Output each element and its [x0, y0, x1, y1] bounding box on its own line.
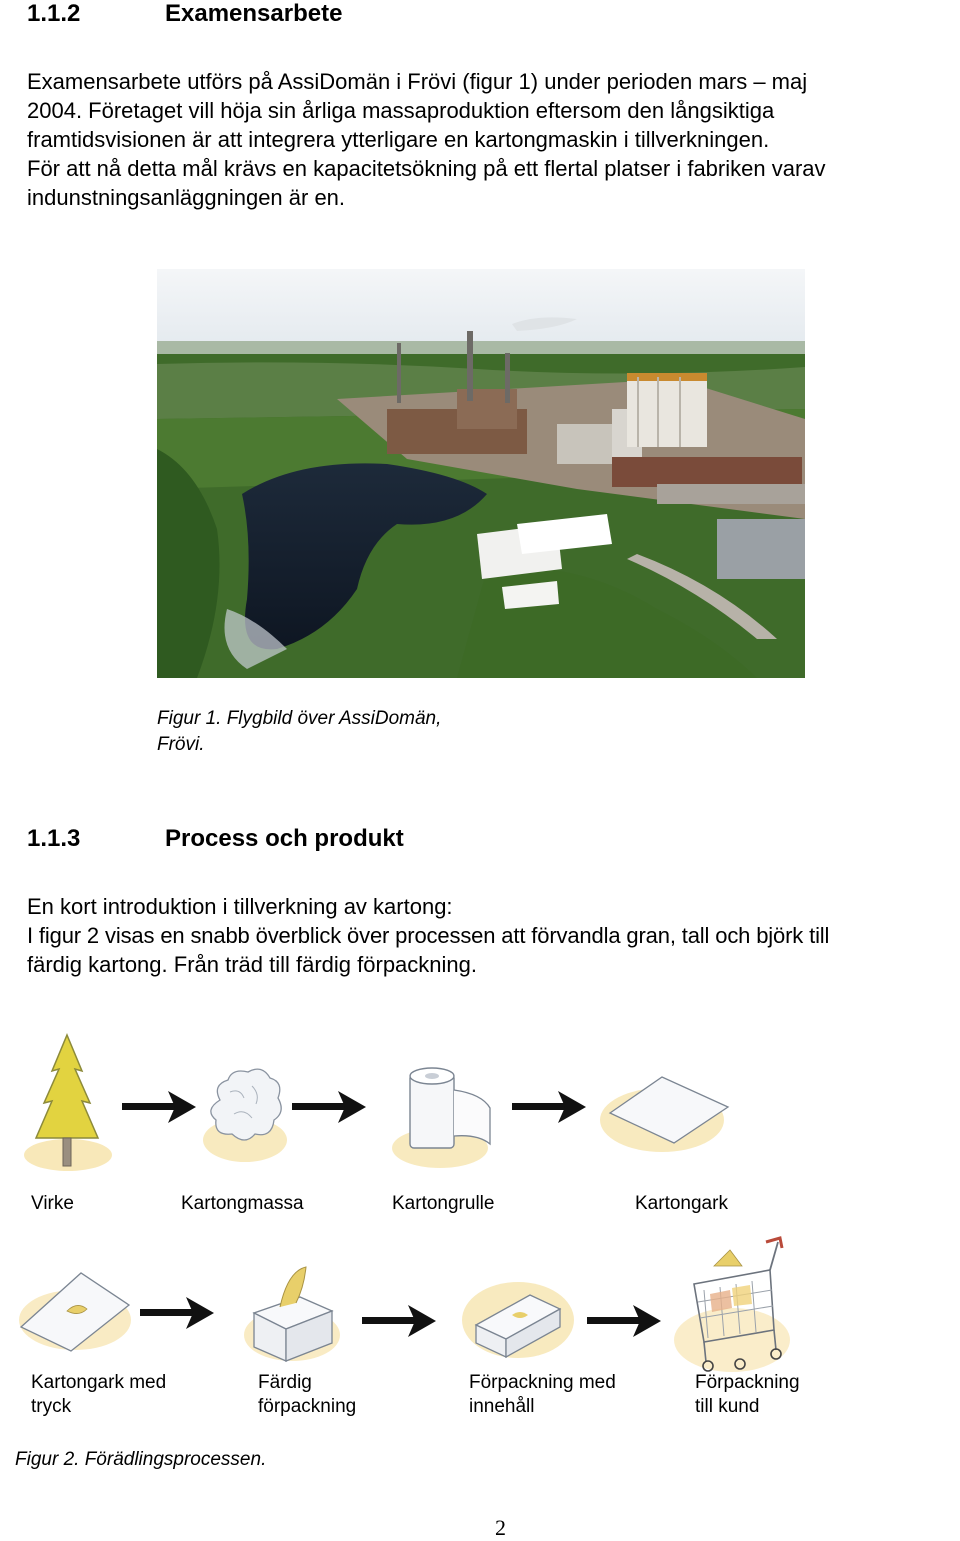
label-line: Färdig — [258, 1372, 312, 1393]
section-title: Process och produkt — [165, 825, 404, 852]
shopping-cart-icon — [670, 1230, 795, 1375]
label-line: Förpackning med — [469, 1372, 616, 1393]
paper-roll-icon — [390, 1060, 500, 1175]
section-number: 1.1.2 — [27, 0, 81, 27]
aerial-photo-assidoman — [157, 269, 805, 678]
arrow-right-icon — [360, 1301, 440, 1341]
arrow-right-icon — [138, 1293, 218, 1333]
section-number: 1.1.3 — [27, 825, 81, 852]
step-label-virke: Virke — [31, 1193, 74, 1214]
filled-package-icon — [460, 1265, 575, 1365]
section-heading-process-och-produkt — [27, 825, 627, 853]
figure-2-caption: Figur 2. Förädlingsprocessen. — [15, 1449, 267, 1470]
paragraph-line: Examensarbete utförs på AssiDomän i Frövi (figur 1) under perioden mars – maj — [27, 69, 808, 94]
label-line: Kartongark med — [31, 1372, 167, 1393]
arrow-right-icon — [585, 1301, 665, 1341]
process-diagram — [0, 1025, 960, 1445]
paragraph-line: indunstningsanläggningen är en. — [27, 185, 346, 210]
paragraph-line: En kort introduktion i tillverkning av kartong: — [27, 894, 453, 919]
tree-icon — [20, 1033, 115, 1173]
caption-line: Frövi. — [157, 734, 205, 755]
arrow-right-icon — [290, 1087, 370, 1127]
step-label-kartongmassa: Kartongmassa — [181, 1193, 304, 1214]
label-line: innehåll — [469, 1396, 535, 1417]
page-number: 2 — [495, 1515, 506, 1540]
section-title: Examensarbete — [165, 0, 343, 27]
step-label-fardig-forpackning — [258, 1371, 356, 1419]
paragraph-line: färdig kartong. Från träd till färdig förpackning. — [27, 952, 478, 977]
figure-1-caption — [157, 706, 441, 758]
section-paragraph-process — [27, 892, 829, 979]
paragraph-line: I figur 2 visas en snabb överblick över processen att förvandla gran, tall och björk till — [27, 923, 830, 948]
printed-sheet-icon — [15, 1265, 135, 1355]
label-line: Förpackning — [695, 1372, 800, 1393]
section-paragraph-examensarbete — [27, 67, 826, 212]
label-line: till kund — [695, 1396, 760, 1417]
step-label-forpackning-till-kund — [695, 1371, 800, 1419]
section-heading-examensarbete — [27, 0, 627, 28]
arrow-right-icon — [120, 1087, 200, 1127]
cardboard-sheet-icon — [600, 1065, 735, 1160]
pulp-icon — [200, 1060, 290, 1170]
package-icon — [240, 1257, 345, 1367]
paragraph-line: För att nå detta mål krävs en kapacitetsökning på ett flertal platser i fabriken varav — [27, 156, 826, 181]
label-line: förpackning — [258, 1396, 357, 1417]
arrow-right-icon — [510, 1087, 590, 1127]
step-label-forpackning-med-innehall — [469, 1371, 616, 1419]
paragraph-line: framtidsvisionen är att integrera ytterligare en kartongmaskin i tillverkningen. — [27, 127, 770, 152]
step-label-kartongrulle: Kartongrulle — [392, 1193, 495, 1214]
step-label-kartongark: Kartongark — [635, 1193, 728, 1214]
caption-line: Figur 1. Flygbild över AssiDomän, — [157, 708, 442, 729]
paragraph-line: 2004. Företaget vill höja sin årliga massaproduktion eftersom den långsiktiga — [27, 98, 775, 123]
label-line: tryck — [31, 1396, 72, 1417]
step-label-kartongark-med-tryck — [31, 1371, 166, 1419]
